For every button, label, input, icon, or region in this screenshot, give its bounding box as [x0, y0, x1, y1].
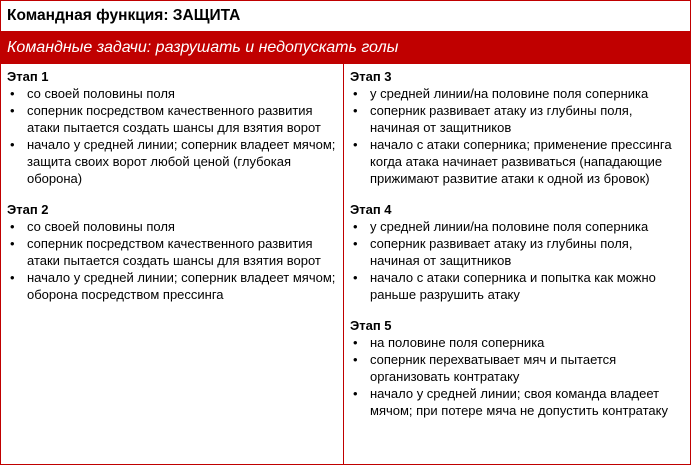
bullet-item — [350, 85, 684, 102]
stage-block — [350, 201, 684, 303]
bullet-dot-icon: • — [10, 219, 15, 234]
bullet-dot-icon: • — [353, 236, 358, 251]
stage-title: Этап 1 — [7, 69, 49, 84]
bullet-text: соперник посредством качественного развития атаки пытается создать шансы для взятия ворот — [27, 103, 321, 135]
bullet-list — [7, 218, 337, 303]
bullet-item — [350, 334, 684, 351]
stage-block — [350, 68, 684, 187]
bullet-item — [7, 136, 337, 187]
bullet-text: у средней линии/на половине поля соперника — [370, 86, 649, 101]
stage-title: Этап 2 — [7, 202, 49, 217]
bullet-dot-icon: • — [353, 270, 358, 285]
bullet-text: начало у средней линии; соперник владеет мячом; оборона посредством прессинга — [27, 270, 336, 302]
bullet-text: соперник перехватывает мяч и пытается организовать контратаку — [370, 352, 617, 384]
right-column — [344, 64, 690, 464]
bullet-dot-icon: • — [353, 335, 358, 350]
bullet-item — [350, 269, 684, 303]
bullet-item — [350, 218, 684, 235]
bullet-item — [350, 102, 684, 136]
bullet-dot-icon: • — [10, 270, 15, 285]
bullet-item — [7, 102, 337, 136]
bullet-item — [350, 235, 684, 269]
bullet-list — [350, 334, 684, 419]
bullet-text: на половине поля соперника — [370, 335, 545, 350]
bullet-dot-icon: • — [353, 352, 358, 367]
stage-block — [350, 317, 684, 419]
bullet-text: начало у средней линии; соперник владеет мячом; защита своих ворот любой ценой (глубокая оборона) — [27, 137, 336, 186]
bullet-dot-icon: • — [353, 103, 358, 118]
bullet-item — [7, 85, 337, 102]
bullet-dot-icon: • — [10, 86, 15, 101]
bullet-text: начало у средней линии; своя команда владеет мячом; при потере мяча не допустить контратаку — [370, 386, 668, 418]
bullet-item — [7, 218, 337, 235]
bullet-text: соперник посредством качественного развития атаки пытается создать шансы для взятия ворот — [27, 236, 321, 268]
bullet-dot-icon: • — [353, 219, 358, 234]
stage-title: Этап 4 — [350, 202, 392, 217]
bullet-list — [350, 85, 684, 187]
bullet-item — [7, 235, 337, 269]
bullet-item — [350, 351, 684, 385]
bullet-dot-icon: • — [353, 137, 358, 152]
bullet-list — [350, 218, 684, 303]
page-title: Командная функция: ЗАЩИТА — [1, 1, 690, 32]
bullet-text: начало с атаки соперника и попытка как можно раньше разрушить атаку — [370, 270, 656, 302]
bullet-item — [350, 136, 684, 187]
stages-columns — [1, 64, 690, 464]
stage-title: Этап 3 — [350, 69, 392, 84]
bullet-list — [7, 85, 337, 187]
bullet-text: начало с атаки соперника; применение прессинга когда атака начинает развиваться (нападающие прижимают развитие атаки к одной из бровок) — [370, 137, 672, 186]
bullet-item — [7, 269, 337, 303]
bullet-item — [350, 385, 684, 419]
bullet-text: соперник развивает атаку из глубины поля, начиная от защитников — [370, 236, 633, 268]
bullet-dot-icon: • — [353, 386, 358, 401]
bullet-dot-icon: • — [10, 103, 15, 118]
bullet-dot-icon: • — [353, 86, 358, 101]
bullet-dot-icon: • — [10, 137, 15, 152]
team-tasks-banner: Командные задачи: разрушать и недопускать голы — [1, 32, 690, 64]
bullet-text: соперник развивает атаку из глубины поля, начиная от защитников — [370, 103, 633, 135]
bullet-text: у средней линии/на половине поля соперника — [370, 219, 649, 234]
stage-block — [7, 201, 337, 303]
left-column — [1, 64, 344, 464]
bullet-text: со своей половины поля — [27, 86, 175, 101]
stage-block — [7, 68, 337, 187]
bullet-text: со своей половины поля — [27, 219, 175, 234]
stage-title: Этап 5 — [350, 318, 392, 333]
bullet-dot-icon: • — [10, 236, 15, 251]
